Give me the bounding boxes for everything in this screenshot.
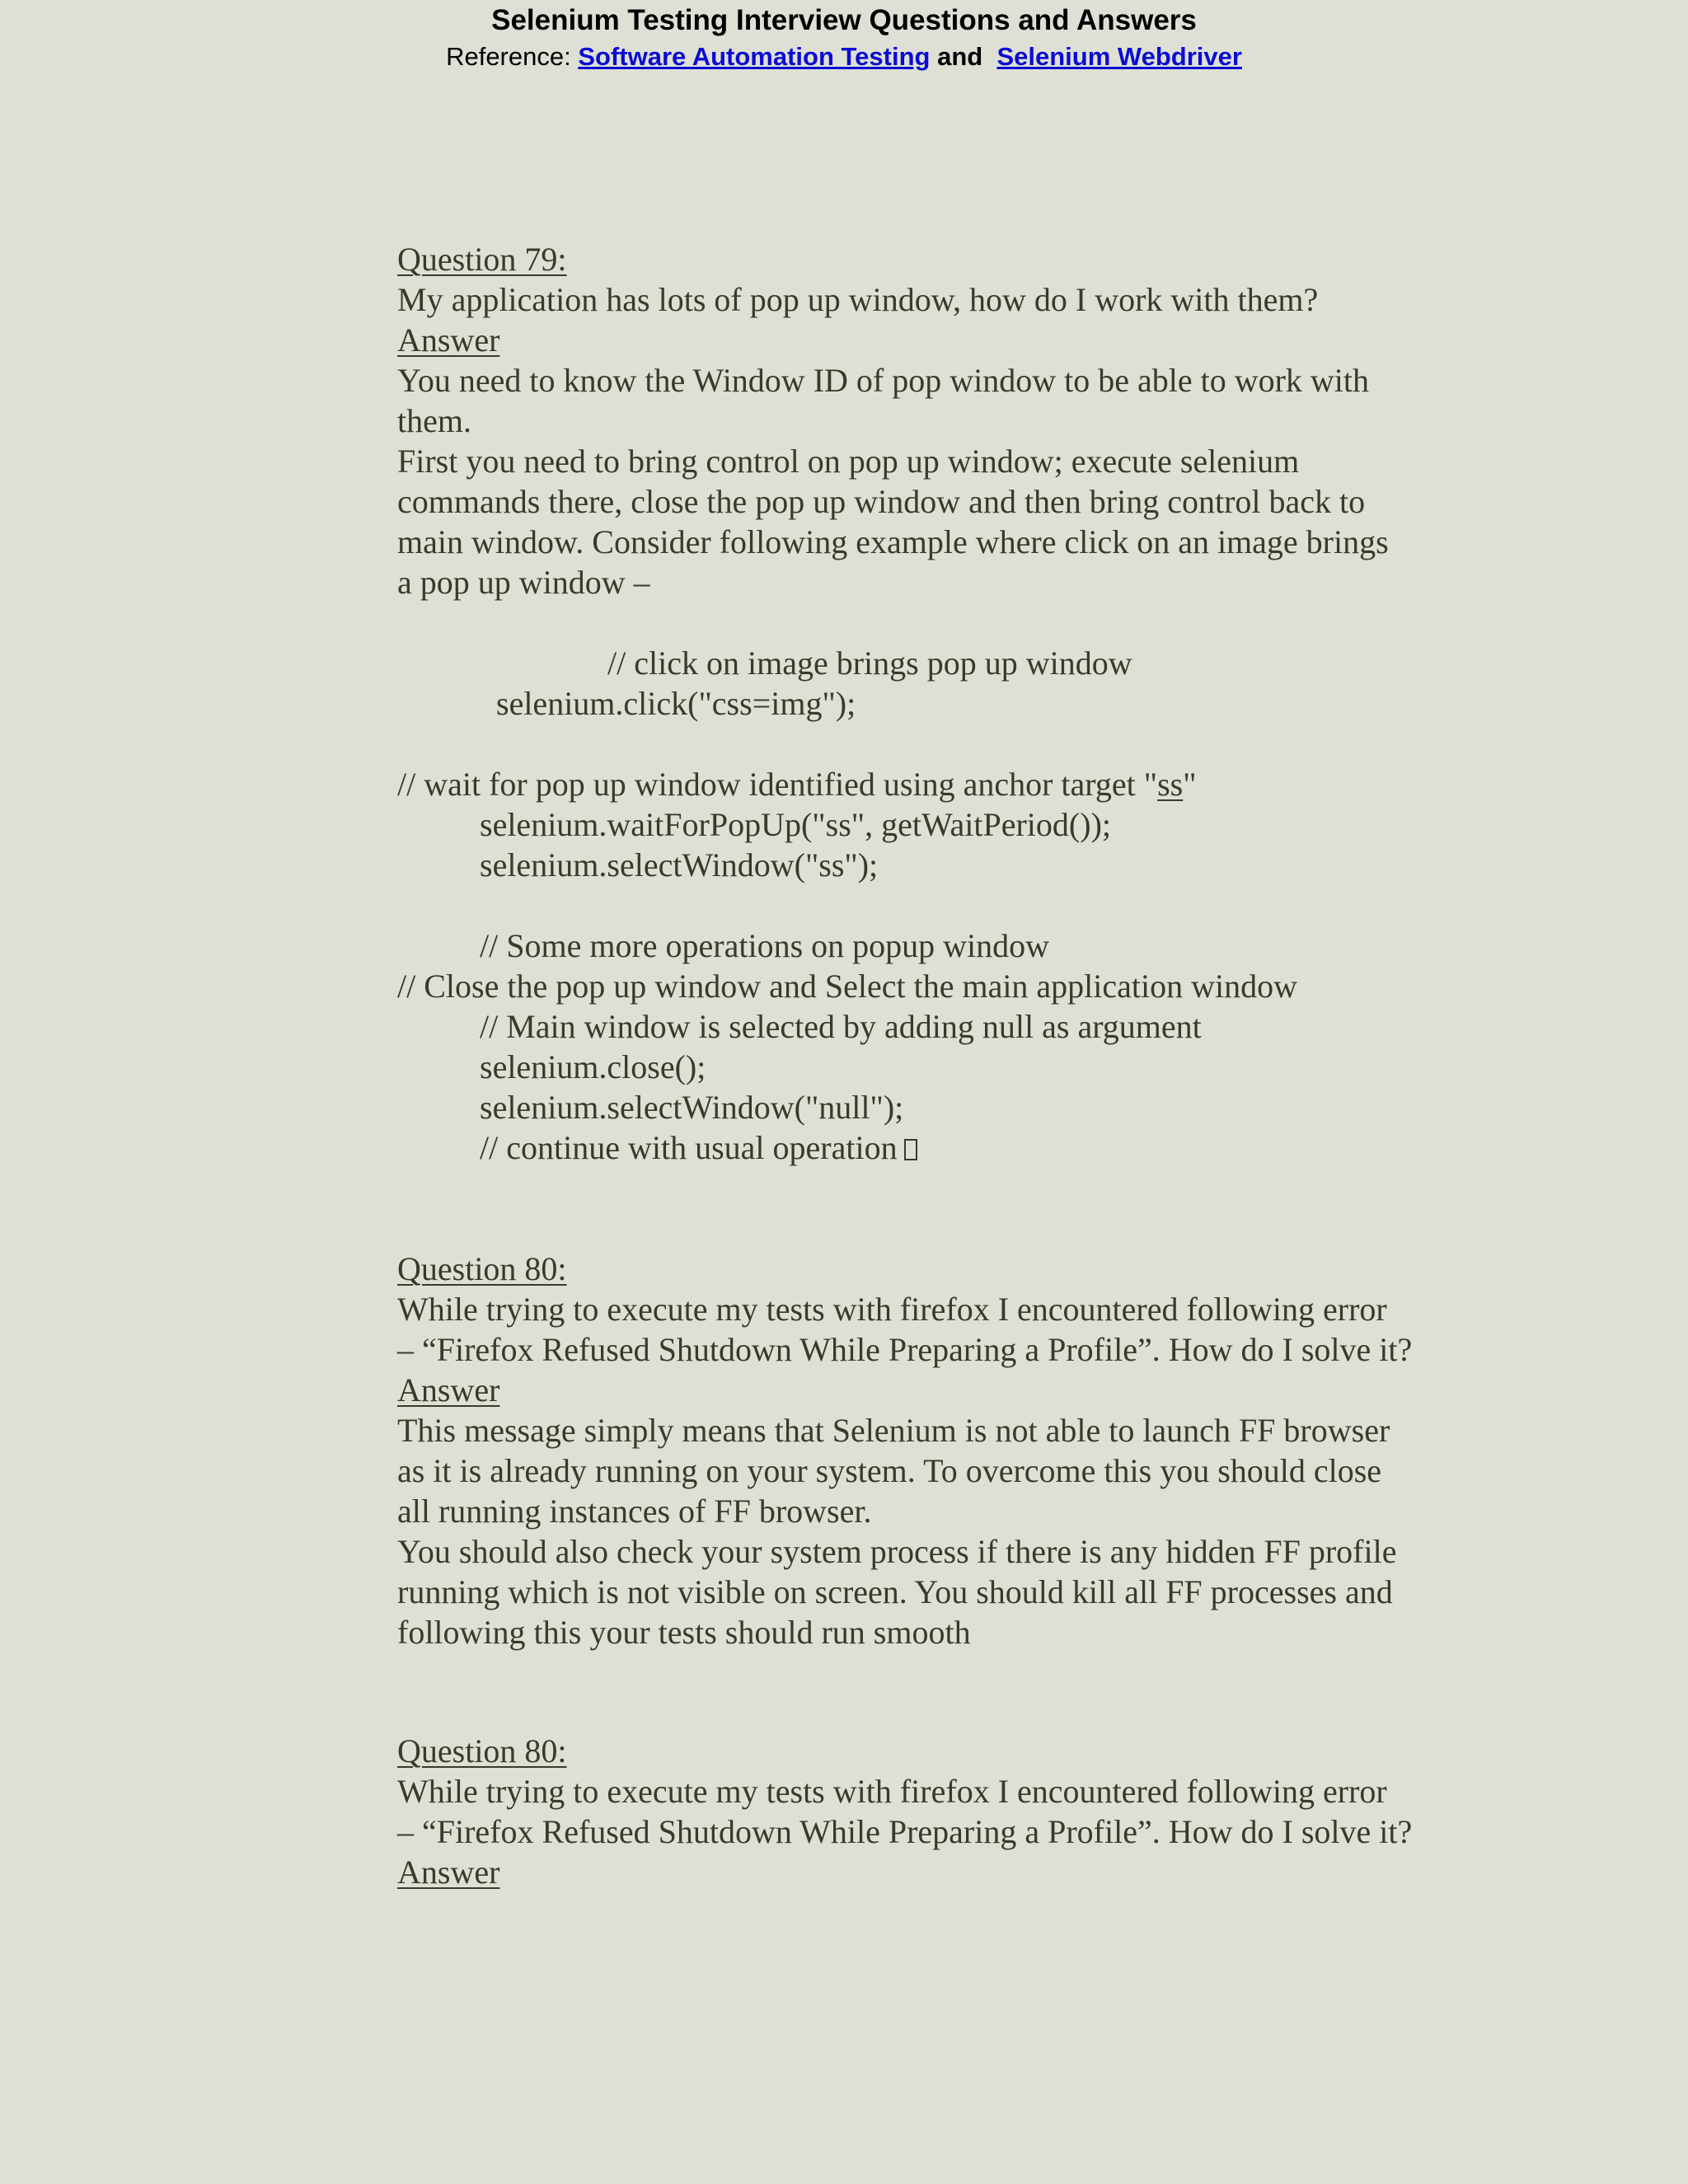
question-80-section bbox=[397, 1249, 1584, 1652]
code-line-11: // continue with usual operation bbox=[397, 1127, 1584, 1168]
code-line-4: selenium.waitForPopUp("ss", getWaitPeriod()); bbox=[480, 806, 1111, 843]
code-line-9: selenium.close(); bbox=[480, 1048, 706, 1085]
code-line-2: selenium.click("css=img"); bbox=[496, 685, 856, 722]
question-80-heading: Question 80: bbox=[397, 1250, 567, 1287]
answer-79-para2-line4: a pop up window – bbox=[397, 564, 650, 601]
answer-79-label: Answer bbox=[397, 321, 500, 359]
code-line-3: // wait for pop up window identified using anchor target "ss" bbox=[397, 766, 1197, 803]
question-79-text: My application has lots of pop up window, how do I work with them? bbox=[397, 281, 1319, 318]
and-word: and bbox=[937, 42, 983, 71]
answer-79-para2-line3: main window. Consider following example where click on an image brings bbox=[397, 523, 1389, 560]
answer-80-repeat-label: Answer bbox=[397, 1854, 500, 1891]
question-80-line1: While trying to execute my tests with firefox I encountered following error bbox=[397, 1291, 1387, 1328]
answer-80-para2-line3: following this your tests should run smooth bbox=[397, 1614, 971, 1651]
question-80-line2: – “Firefox Refused Shutdown While Preparing a Profile”. How do I solve it? bbox=[397, 1331, 1413, 1368]
question-80-repeat-line1: While trying to execute my tests with firefox I encountered following error bbox=[397, 1773, 1387, 1810]
code-line-8: // Main window is selected by adding null as argument bbox=[480, 1008, 1202, 1045]
question-79-heading: Question 79: bbox=[397, 241, 567, 278]
answer-80-para1-line2: as it is already running on your system. To overcome this you should close bbox=[397, 1452, 1382, 1489]
reference-label: Reference: bbox=[446, 42, 571, 71]
software-automation-testing-link[interactable]: Software Automation Testing bbox=[578, 42, 931, 71]
document-title: Selenium Testing Interview Questions and Answers bbox=[491, 4, 1197, 36]
selenium-webdriver-link[interactable]: Selenium Webdriver bbox=[996, 42, 1242, 71]
code-line-5: selenium.selectWindow("ss"); bbox=[480, 846, 879, 883]
document-body bbox=[397, 239, 1584, 1892]
answer-79-para2-line2: commands there, close the pop up window and then bring control back to bbox=[397, 483, 1366, 520]
missing-glyph-icon bbox=[904, 1139, 917, 1160]
answer-79-para2-line1: First you need to bring control on pop up window; execute selenium bbox=[397, 443, 1300, 480]
question-80-repeat-heading: Question 80: bbox=[397, 1732, 567, 1769]
code-line-10: selenium.selectWindow("null"); bbox=[480, 1089, 904, 1126]
answer-79-para1-line2: them. bbox=[397, 402, 471, 439]
reference-line bbox=[0, 41, 1688, 73]
question-80-repeat-line2: – “Firefox Refused Shutdown While Preparing a Profile”. How do I solve it? bbox=[397, 1813, 1413, 1850]
answer-80-para1-line3: all running instances of FF browser. bbox=[397, 1493, 872, 1530]
answer-80-para1-line1: This message simply means that Selenium is not able to launch FF browser bbox=[397, 1412, 1390, 1449]
code-line-7: // Close the pop up window and Select the main application window bbox=[397, 968, 1298, 1005]
question-80-repeat-section bbox=[397, 1731, 1584, 1892]
code-line-6: // Some more operations on popup window bbox=[480, 927, 1050, 964]
question-79-section bbox=[397, 239, 1584, 1168]
answer-80-label: Answer bbox=[397, 1371, 500, 1408]
answer-80-para2-line2: running which is not visible on screen. You should kill all FF processes and bbox=[397, 1573, 1393, 1610]
answer-80-para2-line1: You should also check your system process if there is any hidden FF profile bbox=[397, 1533, 1397, 1570]
answer-79-para1-line1: You need to know the Window ID of pop window to be able to work with bbox=[397, 362, 1370, 399]
code-line-1: // click on image brings pop up window bbox=[607, 644, 1132, 682]
